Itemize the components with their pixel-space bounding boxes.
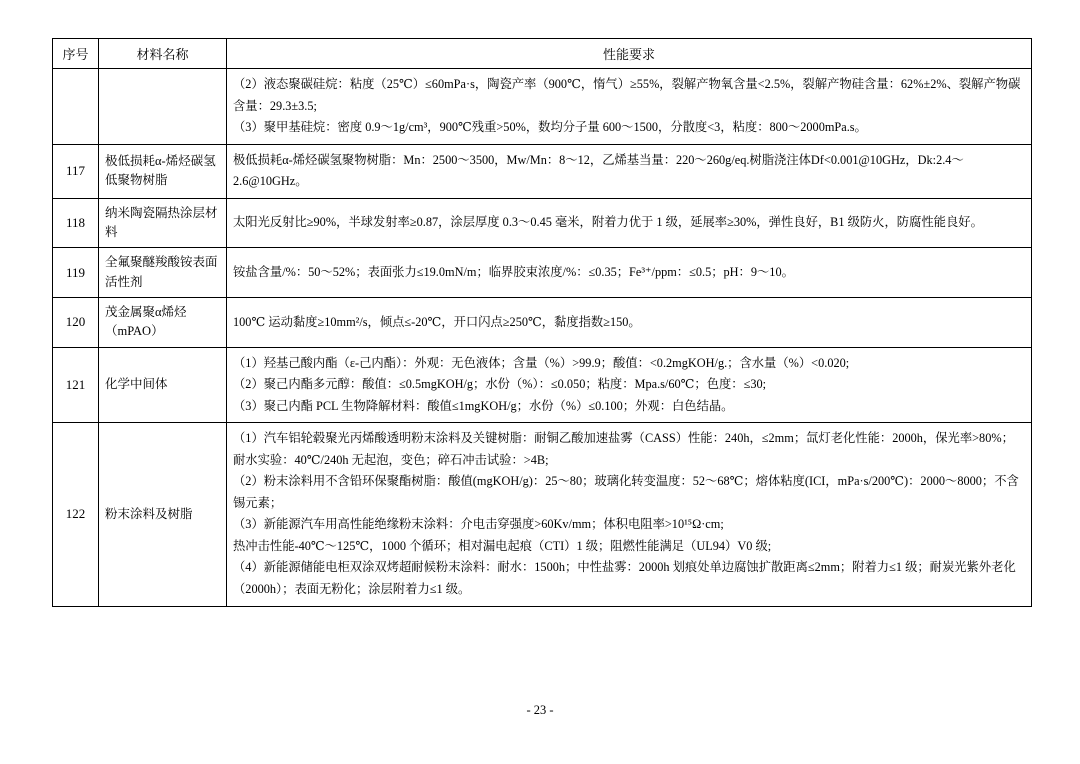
row-no: 121	[53, 347, 99, 423]
column-header-material-name: 材料名称	[99, 39, 227, 69]
row-material-name: 茂金属聚α烯烃（mPAO）	[99, 298, 227, 348]
row-no	[53, 69, 99, 145]
table-row	[53, 69, 1032, 145]
row-requirements	[227, 198, 1032, 248]
requirement-line: （1）汽车铝轮毂聚光丙烯酸透明粉末涂料及关键树脂：耐铜乙酸加速盐雾（CASS）性能：240h，≤2mm；氙灯老化性能：2000h，保光率>80%；耐水实验：40℃/240h 无起泡，变色；碎石冲击试验：>4B;	[233, 431, 1014, 467]
table-header-row	[53, 39, 1032, 69]
row-requirements	[227, 144, 1032, 198]
row-no: 117	[53, 144, 99, 198]
requirement-line: （2）粉末涂料用不含铅环保聚酯树脂：酸值(mgKOH/g)：25～80；玻璃化转变温度：52～68℃；熔体粘度(ICI，mPa·s/200℃)：2000～8000；不含锡元素；	[233, 474, 1019, 510]
requirement-line: 100℃ 运动黏度≥10mm²/s，倾点≤-20℃，开口闪点≥250℃，黏度指数≥150。	[233, 314, 641, 329]
table-row	[53, 248, 1032, 298]
requirement-line: 极低损耗α-烯烃碳氢聚物树脂：Mn：2500～3500，Mw/Mn：8～12，乙烯基当量：220～260g/eq.树脂浇注体Df<0.001@10GHz，Dk:2.4～2.6@10GHz。	[233, 152, 964, 189]
row-material-name: 全氟聚醚羧酸铵表面活性剂	[99, 248, 227, 298]
row-material-name: 化学中间体	[99, 347, 227, 423]
requirement-line: （2）液态聚碳硅烷：粘度（25℃）≤60mPa·s，陶瓷产率（900℃，惰气）≥55%，裂解产物氧含量<2.5%，裂解产物硅含量：62%±2%、裂解产物碳含量：29.3±3.5;	[233, 77, 1021, 113]
row-requirements	[227, 423, 1032, 606]
row-requirements	[227, 248, 1032, 298]
table-row	[53, 198, 1032, 248]
row-requirements	[227, 347, 1032, 423]
page-number: - 23 -	[526, 703, 554, 717]
row-requirements	[227, 298, 1032, 348]
requirement-line: （2）聚己内酯多元醇：酸值：≤0.5mgKOH/g；水份（%）：≤0.050；粘度：Mpa.s/60℃；色度：≤30;	[233, 377, 767, 392]
row-material-name: 粉末涂料及树脂	[99, 423, 227, 606]
table-header	[53, 39, 1032, 69]
requirement-line: （3）聚己内酯 PCL 生物降解材料：酸值≤1mgKOH/g；水份（%）≤0.100；外观：白色结晶。	[233, 398, 734, 413]
requirement-line: （3）聚甲基硅烷：密度 0.9～1g/cm³，900℃残重>50%，数均分子量 600～1500，分散度<3，粘度：800～2000mPa.s。	[233, 120, 867, 135]
requirement-line: （4）新能源储能电柜双涂双烤超耐候粉末涂料：耐水：1500h；中性盐雾：2000h 划痕处单边腐蚀扩散距离≤2mm；附着力≤1 级；耐炭光紫外老化（2000h）；表面无粉化；涂层附着力≤1 级。	[233, 560, 1016, 596]
row-no: 120	[53, 298, 99, 348]
row-material-name: 纳米陶瓷隔热涂层材料	[99, 198, 227, 248]
row-no: 122	[53, 423, 99, 606]
table-row	[53, 144, 1032, 198]
requirement-line: 铵盐含量/%：50～52%；表面张力≤19.0mN/m；临界胶束浓度/%：≤0.35；Fe³⁺/ppm：≤0.5；pH：9～10。	[233, 264, 794, 279]
row-no: 118	[53, 198, 99, 248]
column-header-performance-requirements: 性能要求	[227, 39, 1032, 69]
row-no: 119	[53, 248, 99, 298]
row-material-name: 极低损耗α-烯烃碳氢低聚物树脂	[99, 144, 227, 198]
row-material-name	[99, 69, 227, 145]
table-body	[53, 69, 1032, 607]
requirement-line: （1）羟基己酸内酯（ε-己内酯）：外观：无色液体；含量（%）>99.9；酸值：<0.2mgKOH/g.；含水量（%）<0.020;	[233, 355, 850, 370]
materials-requirements-table	[52, 38, 1032, 607]
requirement-line: 热冲击性能-40℃～125℃，1000 个循环；相对漏电起痕（CTI）1 级；阻燃性能满足（UL94）V0 级;	[233, 538, 772, 553]
table-row	[53, 347, 1032, 423]
column-header-no: 序号	[53, 39, 99, 69]
row-requirements	[227, 69, 1032, 145]
table-row	[53, 423, 1032, 606]
requirement-line: 太阳光反射比≥90%，半球发射率≥0.87，涂层厚度 0.3～0.45 毫米，附着力优于 1 级，延展率≥30%，弹性良好，B1 级防火，防腐性能良好。	[233, 215, 983, 230]
requirement-line: （3）新能源汽车用高性能绝缘粉末涂料：介电击穿强度>60Kv/mm；体积电阻率>10¹⁵Ω·cm;	[233, 517, 724, 532]
table-row	[53, 298, 1032, 348]
